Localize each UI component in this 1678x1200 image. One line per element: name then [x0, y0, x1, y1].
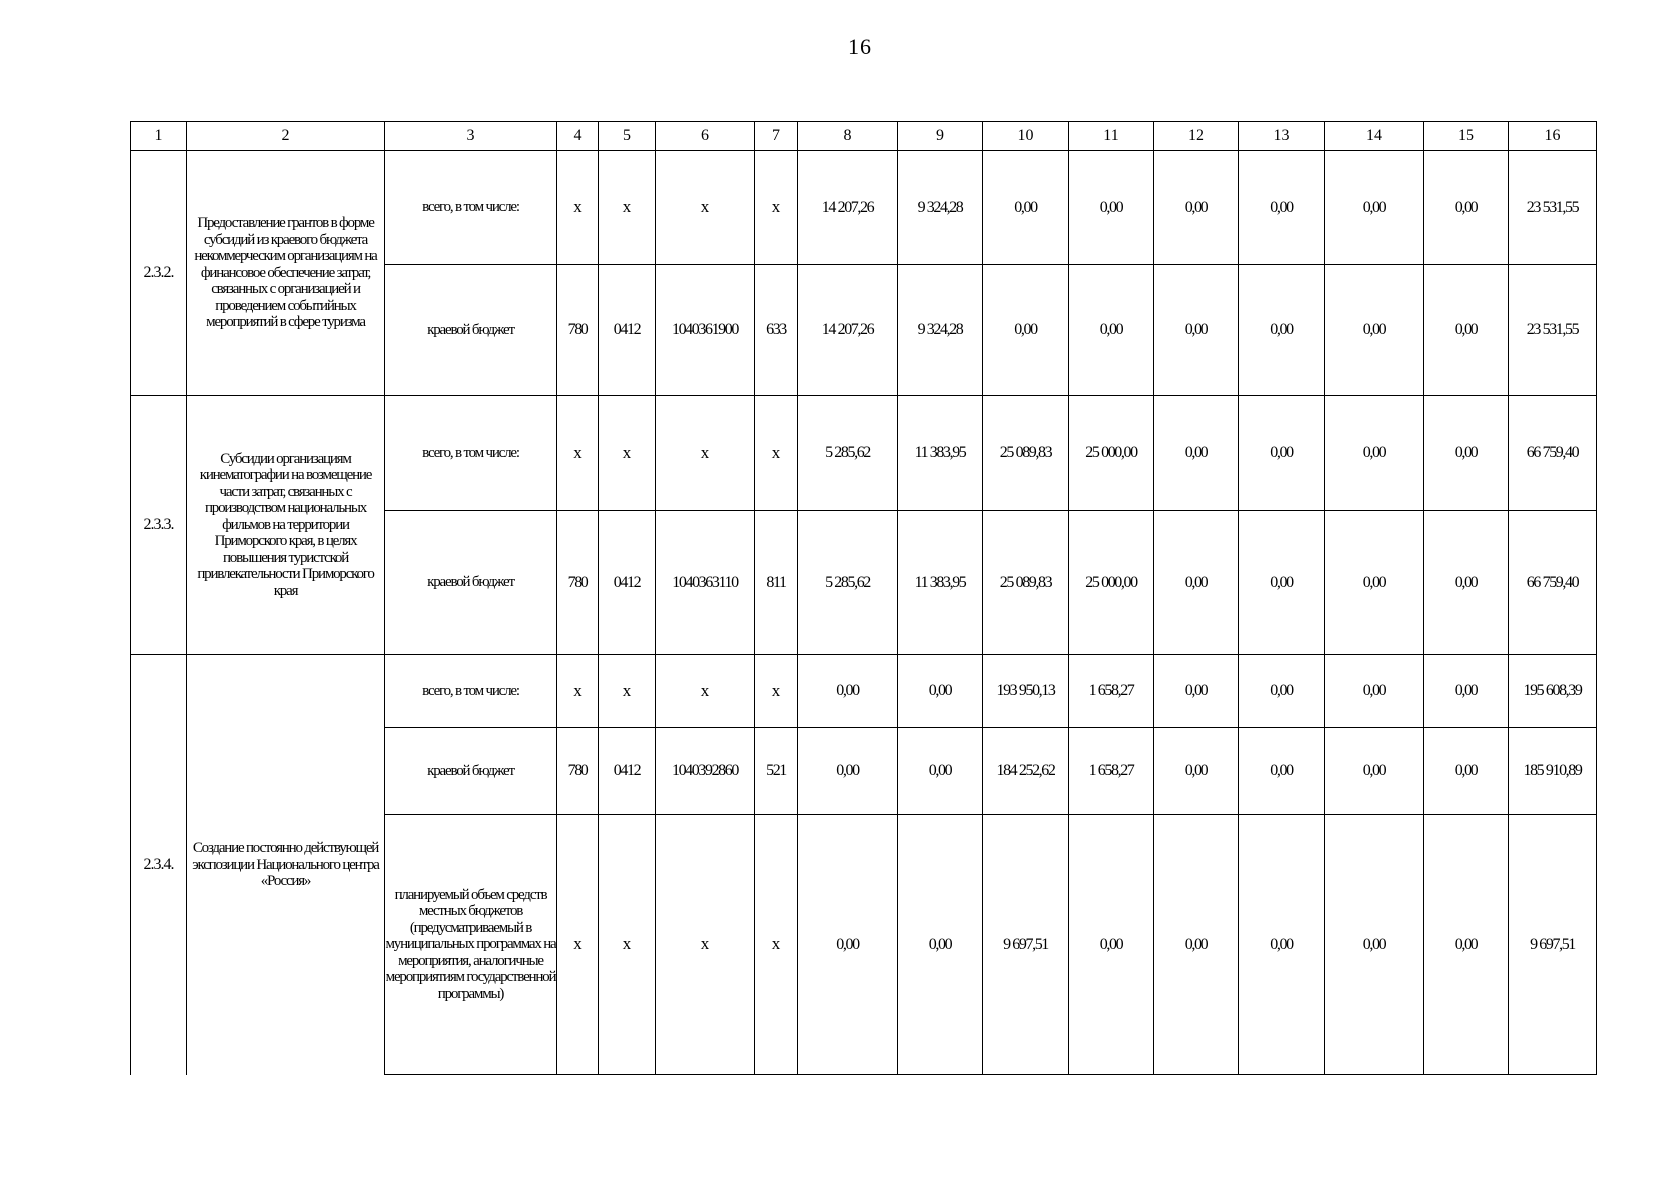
value-cell: 0,00 — [898, 815, 983, 1075]
cell-col7: х — [755, 151, 798, 265]
value-cell: 0,00 — [1325, 655, 1424, 728]
cell-col6: х — [656, 396, 755, 511]
item-name: Предоставление грантов в форме субсидий из краевого бюджета некоммерческим организациям на финансовое обеспечение затрат, связанных с организацией и проведением событийных мероприятий в сфере туризма — [187, 151, 385, 396]
value-cell: 0,00 — [1325, 728, 1424, 815]
cell-col6: х — [656, 151, 755, 265]
funding-source: всего, в том числе: — [385, 396, 557, 511]
value-cell: 0,00 — [1154, 511, 1239, 655]
value-cell: 0,00 — [1325, 265, 1424, 396]
funding-source: планируемый объем средств местных бюджетов (предусматриваемый в муниципальных программах на мероприятия, аналогичные мероприятиям государственной программы) — [385, 815, 557, 1075]
item-name: Субсидии организациям кинематографии на возмещение части затрат, связанных с производством национальных фильмов на территории Приморского края, в целях повышения туристской привлекательности Приморского края — [187, 396, 385, 655]
value-cell: 0,00 — [1239, 396, 1325, 511]
value-cell: 0,00 — [1239, 511, 1325, 655]
cell-col5: х — [599, 655, 656, 728]
value-cell: 0,00 — [898, 655, 983, 728]
cell-col5: 0412 — [599, 728, 656, 815]
cell-col6: х — [656, 655, 755, 728]
item-number: 2.3.2. — [131, 151, 187, 396]
column-header: 13 — [1239, 122, 1325, 151]
value-cell: 0,00 — [798, 815, 898, 1075]
value-cell: 0,00 — [1424, 151, 1509, 265]
column-header: 11 — [1069, 122, 1154, 151]
funding-source: всего, в том числе: — [385, 151, 557, 265]
value-cell: 0,00 — [1239, 265, 1325, 396]
table-row — [131, 396, 1597, 511]
value-cell: 0,00 — [1424, 511, 1509, 655]
cell-col4: х — [557, 396, 599, 511]
cell-col5: 0412 — [599, 511, 656, 655]
cell-col4: х — [557, 815, 599, 1075]
cell-col5: 0412 — [599, 265, 656, 396]
value-cell: 0,00 — [1325, 815, 1424, 1075]
value-cell: 5 285,62 — [798, 511, 898, 655]
value-cell: 193 950,13 — [983, 655, 1069, 728]
value-cell: 25 089,83 — [983, 396, 1069, 511]
value-cell: 9 324,28 — [898, 151, 983, 265]
value-cell: 25 000,00 — [1069, 511, 1154, 655]
value-cell: 0,00 — [1069, 815, 1154, 1075]
column-header: 12 — [1154, 122, 1239, 151]
column-header: 5 — [599, 122, 656, 151]
column-header: 3 — [385, 122, 557, 151]
column-header: 10 — [983, 122, 1069, 151]
column-header: 9 — [898, 122, 983, 151]
value-cell: 0,00 — [1154, 265, 1239, 396]
column-header: 1 — [131, 122, 187, 151]
value-cell: 184 252,62 — [983, 728, 1069, 815]
table-row — [131, 655, 1597, 728]
value-cell: 195 608,39 — [1509, 655, 1597, 728]
cell-col6: 1040361900 — [656, 265, 755, 396]
value-cell: 0,00 — [1239, 655, 1325, 728]
column-header: 15 — [1424, 122, 1509, 151]
cell-col6: 1040363110 — [656, 511, 755, 655]
value-cell: 0,00 — [1325, 511, 1424, 655]
cell-col4: х — [557, 655, 599, 728]
item-name: Создание постоянно действующей экспозиции Национального центра «Россия» — [187, 655, 385, 1075]
value-cell: 0,00 — [1325, 396, 1424, 511]
value-cell: 185 910,89 — [1509, 728, 1597, 815]
value-cell: 0,00 — [1239, 151, 1325, 265]
value-cell: 23 531,55 — [1509, 265, 1597, 396]
table-header-row — [131, 122, 1597, 151]
value-cell: 0,00 — [1154, 655, 1239, 728]
column-header: 6 — [656, 122, 755, 151]
column-header: 2 — [187, 122, 385, 151]
value-cell: 0,00 — [983, 265, 1069, 396]
funding-source: краевой бюджет — [385, 728, 557, 815]
cell-col6: х — [656, 815, 755, 1075]
budget-table — [130, 121, 1597, 1075]
cell-col5: х — [599, 151, 656, 265]
item-number: 2.3.3. — [131, 396, 187, 655]
value-cell: 11 383,95 — [898, 396, 983, 511]
value-cell: 0,00 — [1424, 655, 1509, 728]
value-cell: 0,00 — [1424, 728, 1509, 815]
value-cell: 23 531,55 — [1509, 151, 1597, 265]
value-cell: 14 207,26 — [798, 265, 898, 396]
cell-col7: х — [755, 815, 798, 1075]
value-cell: 0,00 — [1069, 151, 1154, 265]
value-cell: 9 324,28 — [898, 265, 983, 396]
value-cell: 0,00 — [898, 728, 983, 815]
value-cell: 66 759,40 — [1509, 511, 1597, 655]
value-cell: 5 285,62 — [798, 396, 898, 511]
value-cell: 0,00 — [798, 728, 898, 815]
funding-source: краевой бюджет — [385, 265, 557, 396]
value-cell: 1 658,27 — [1069, 728, 1154, 815]
value-cell: 0,00 — [983, 151, 1069, 265]
value-cell: 0,00 — [1424, 815, 1509, 1075]
value-cell: 25 089,83 — [983, 511, 1069, 655]
cell-col4: х — [557, 151, 599, 265]
item-number: 2.3.4. — [131, 655, 187, 1075]
value-cell: 0,00 — [1424, 265, 1509, 396]
column-header: 8 — [798, 122, 898, 151]
value-cell: 0,00 — [798, 655, 898, 728]
value-cell: 25 000,00 — [1069, 396, 1154, 511]
value-cell: 11 383,95 — [898, 511, 983, 655]
cell-col4: 780 — [557, 511, 599, 655]
value-cell: 14 207,26 — [798, 151, 898, 265]
value-cell: 0,00 — [1154, 728, 1239, 815]
column-header: 14 — [1325, 122, 1424, 151]
cell-col6: 1040392860 — [656, 728, 755, 815]
value-cell: 1 658,27 — [1069, 655, 1154, 728]
cell-col7: 521 — [755, 728, 798, 815]
value-cell: 0,00 — [1154, 151, 1239, 265]
value-cell: 0,00 — [1154, 815, 1239, 1075]
value-cell: 0,00 — [1325, 151, 1424, 265]
page-number: 16 — [848, 34, 872, 59]
cell-col4: 780 — [557, 728, 599, 815]
value-cell: 9 697,51 — [983, 815, 1069, 1075]
column-header: 16 — [1509, 122, 1597, 151]
value-cell: 0,00 — [1069, 265, 1154, 396]
value-cell: 9 697,51 — [1509, 815, 1597, 1075]
value-cell: 0,00 — [1424, 396, 1509, 511]
cell-col7: 811 — [755, 511, 798, 655]
cell-col7: х — [755, 396, 798, 511]
column-header: 7 — [755, 122, 798, 151]
value-cell: 0,00 — [1154, 396, 1239, 511]
value-cell: 0,00 — [1239, 815, 1325, 1075]
value-cell: 0,00 — [1239, 728, 1325, 815]
column-header: 4 — [557, 122, 599, 151]
funding-source: краевой бюджет — [385, 511, 557, 655]
cell-col7: х — [755, 655, 798, 728]
value-cell: 66 759,40 — [1509, 396, 1597, 511]
funding-source: всего, в том числе: — [385, 655, 557, 728]
table-row — [131, 151, 1597, 265]
cell-col5: х — [599, 815, 656, 1075]
cell-col4: 780 — [557, 265, 599, 396]
cell-col5: х — [599, 396, 656, 511]
cell-col7: 633 — [755, 265, 798, 396]
